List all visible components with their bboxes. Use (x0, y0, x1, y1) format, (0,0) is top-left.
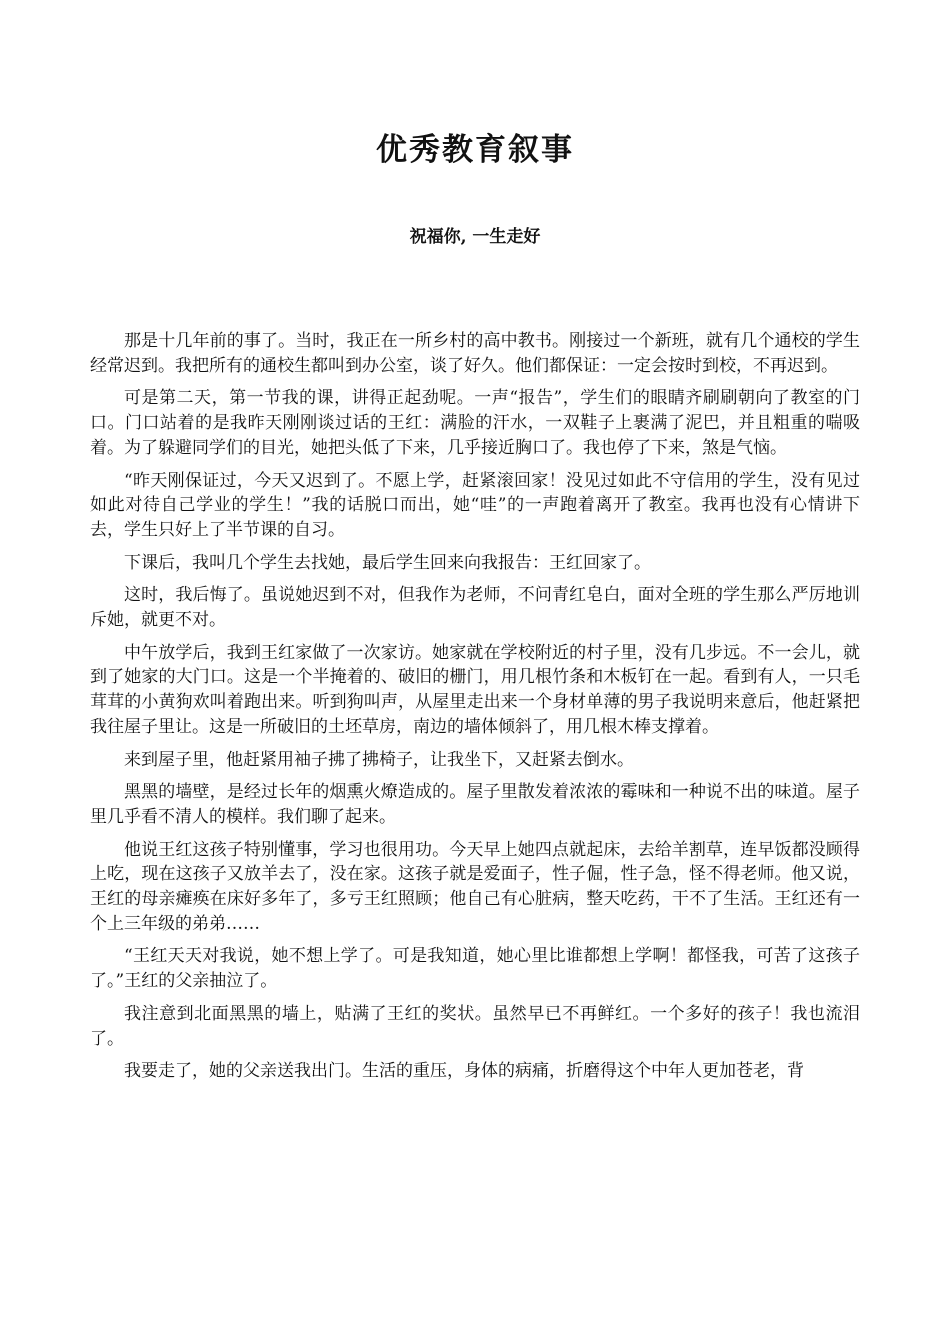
paragraph: 黑黑的墙壁，是经过长年的烟熏火燎造成的。屋子里散发着浓浓的霉味和一种说不出的味道。屋子里几乎看不清人的模样。我们聊了起来。 (90, 782, 860, 827)
paragraph: 他说王红这孩子特别懂事，学习也很用功。今天早上她四点就起床，去给羊割草，连早饭都没顾得上吃，现在这孩子又放羊去了，没在家。这孩子就是爱面子，性子倔，性子急，怪不得老师。他又说，王红的母亲瘫痪在床好多年了，多亏王红照顾；他自己有心脏病，整天吃药，干不了生活。王红还有一个上三年级的弟弟…… (90, 839, 860, 934)
paragraph: 来到屋子里，他赶紧用袖子拂了拂椅子，让我坐下，又赶紧去倒水。 (124, 749, 634, 770)
paragraph: 下课后，我叫几个学生去找她，最后学生回来向我报告：王红回家了。 (124, 552, 651, 573)
paragraph: 那是十几年前的事了。当时，我正在一所乡村的高中教书。刚接过一个新班，就有几个通校的学生经常迟到。我把所有的通校生都叫到办公室，谈了好久。他们都保证：一定会按时到校，不再迟到。 (90, 331, 860, 376)
page-subtitle: 祝福你, 一生走好 (409, 227, 541, 247)
article-body (90, 329, 860, 1092)
paragraph: “昨天刚保证过，今天又迟到了。不愿上学，赶紧滚回家！没见过如此不守信用的学生，没有见过如此对待自己学业的学生！”我的话脱口而出，她“哇”的一声跑着离开了教室。我再也没有心情讲下去，学生只好上了半节课的自习。 (90, 470, 860, 540)
paragraph: 可是第二天，第一节我的课，讲得正起劲呢。一声“报告”，学生们的眼睛齐刷刷朝向了教室的门口。门口站着的是我昨天刚刚谈过话的王红：满脸的汗水，一双鞋子上裹满了泥巴，并且粗重的喘吸着。为了躲避同学们的目光，她把头低了下来，几乎接近胸口了。我也停了下来，煞是气恼。 (90, 388, 860, 458)
paragraph: 这时，我后悔了。虽说她迟到不对，但我作为老师，不问青红皂白，面对全班的学生那么严厉地训斥她，就更不对。 (90, 585, 860, 631)
paragraph: 中午放学后，我到王红家做了一次家访。她家就在学校附近的村子里，没有几步远。不一会儿，就到了她家的大门口。这是一个半掩着的、破旧的栅门，用几根竹条和木板钉在一起。看到有人，一只毛茸茸的小黄狗欢叫着跑出来。听到狗叫声，从屋里走出来一个身材单薄的男子我说明来意后，他赶紧把我往屋子里让。这是一所破旧的土坯草房，南边的墙体倾斜了，用几根木棒支撑着。 (90, 642, 860, 737)
paragraph: 我注意到北面黑黑的墙上，贴满了王红的奖状。虽然早已不再鲜红。一个多好的孩子！我也流泪了。 (90, 1003, 860, 1049)
paragraph: “王红天天对我说，她不想上学了。可是我知道，她心里比谁都想上学啊！都怪我，可苦了这孩子了。”王红的父亲抽泣了。 (90, 946, 860, 992)
paragraph: 我要走了，她的父亲送我出门。生活的重压，身体的病痛，折磨得这个中年人更加苍老，背 (124, 1061, 804, 1082)
page-title: 优秀教育叙事 (376, 132, 574, 168)
